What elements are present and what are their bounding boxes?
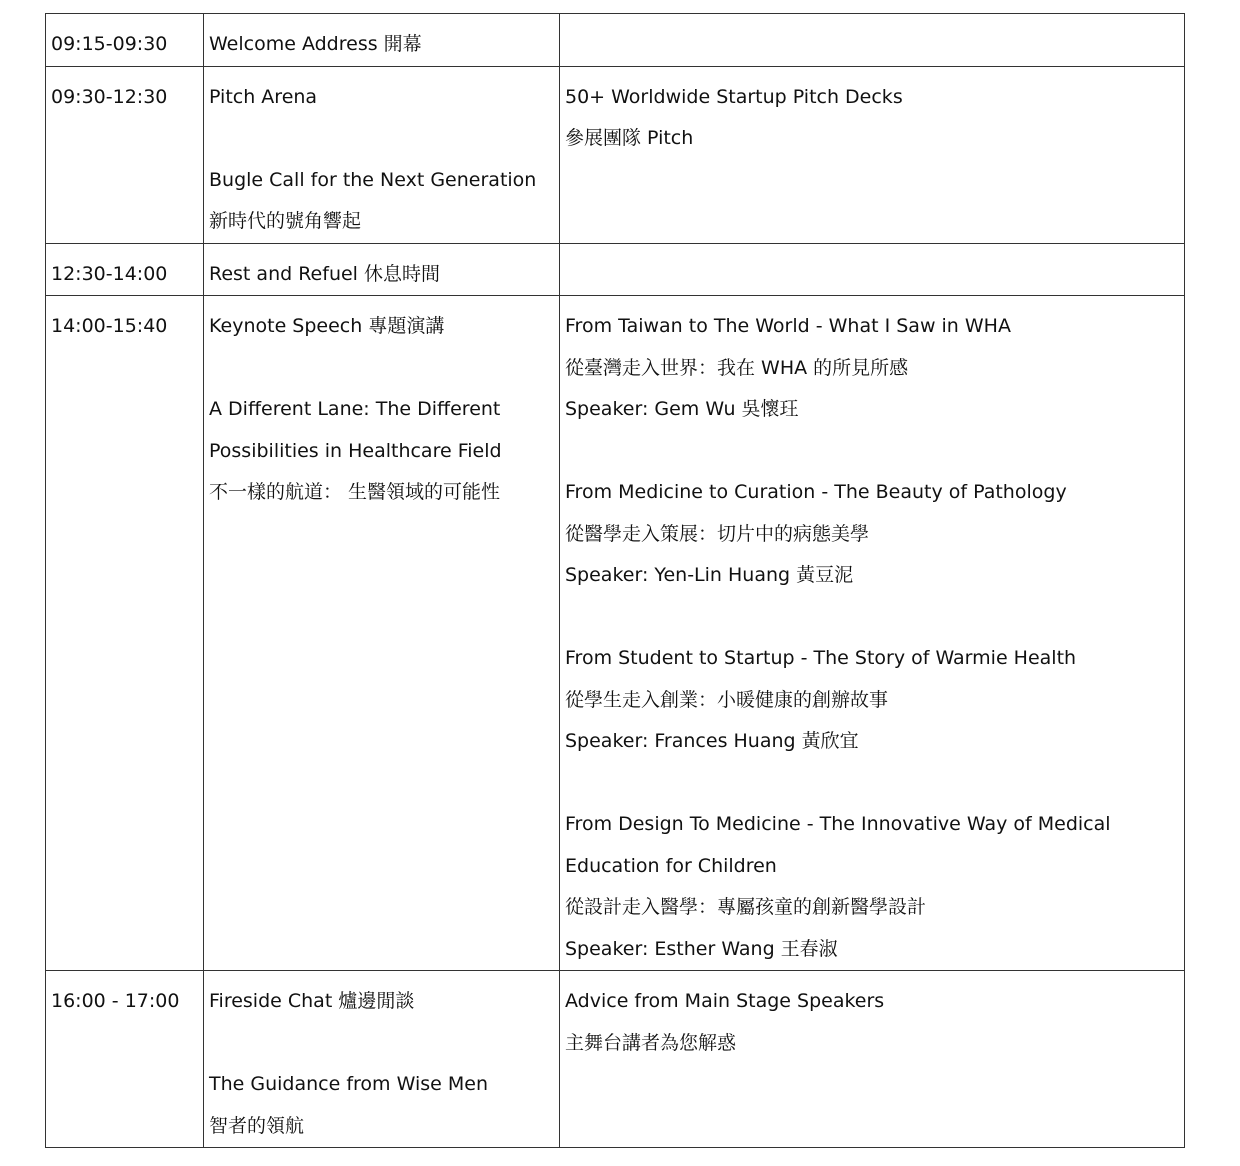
session-cell <box>204 14 560 67</box>
session-cell <box>204 66 560 243</box>
details-cell <box>560 243 1185 296</box>
time-cell: 12:30-14:00 <box>46 243 204 296</box>
cell-line: 從設計走入醫學：專屬孩童的創新醫學設計 <box>565 896 927 918</box>
cell-line: Education for Children <box>565 854 777 877</box>
cell-line: Speaker: Gem Wu 吳懷玨 <box>565 398 799 420</box>
cell-line: Keynote Speech 專題演講 <box>209 315 445 337</box>
cell-line: From Medicine to Curation - The Beauty of Pathology <box>565 481 1067 503</box>
table-row <box>46 243 1185 296</box>
cell-line: Welcome Address 開幕 <box>209 33 422 55</box>
cell-line: 智者的領航 <box>209 1114 305 1137</box>
cell-line: From Taiwan to The World - What I Saw in WHA <box>565 315 1011 337</box>
cell-line: Rest and Refuel 休息時間 <box>209 262 440 285</box>
cell-line: 參展團隊 Pitch <box>565 127 694 149</box>
cell-line: Speaker: Esther Wang 王春淑 <box>565 937 838 960</box>
details-cell <box>560 14 1185 67</box>
cell-line: Possibilities in Healthcare Field <box>209 439 502 462</box>
table-row <box>46 14 1185 67</box>
session-cell <box>204 296 560 971</box>
spacer <box>209 348 554 390</box>
session-cell <box>204 243 560 296</box>
spacer <box>209 118 554 160</box>
details-cell <box>560 66 1185 243</box>
details-cell <box>560 296 1185 971</box>
cell-line: 不一樣的航道： 生醫領域的可能性 <box>209 481 501 503</box>
cell-line: From Design To Medicine - The Innovative Way of Medical <box>565 813 1111 835</box>
spacer <box>565 763 1179 805</box>
spacer <box>565 597 1179 639</box>
session-cell <box>204 971 560 1148</box>
time-cell: 09:15-09:30 <box>46 14 204 67</box>
cell-line: 從醫學走入策展：切片中的病態美學 <box>565 522 870 545</box>
cell-line: Speaker: Frances Huang 黃欣宜 <box>565 730 859 752</box>
cell-line: Pitch Arena <box>209 85 318 108</box>
time-cell: 09:30-12:30 <box>46 66 204 243</box>
cell-line: 主舞台講者為您解惑 <box>565 1031 737 1054</box>
cell-line: A Different Lane: The Different <box>209 398 501 420</box>
cell-line: Fireside Chat 爐邊閒談 <box>209 990 415 1012</box>
cell-line: Advice from Main Stage Speakers <box>565 990 885 1012</box>
time-cell: 14:00-15:40 <box>46 296 204 971</box>
table-row <box>46 971 1185 1148</box>
cell-line: From Student to Startup - The Story of Warmie Health <box>565 647 1077 669</box>
details-cell <box>560 971 1185 1148</box>
schedule-table <box>45 13 1185 1148</box>
spacer <box>565 431 1179 473</box>
cell-line: 新時代的號角響起 <box>209 210 362 232</box>
cell-line: Speaker: Yen-Lin Huang 黃豆泥 <box>565 564 854 586</box>
table-row <box>46 296 1185 971</box>
cell-line: The Guidance from Wise Men <box>209 1073 488 1095</box>
cell-line: 從臺灣走入世界：我在 WHA 的所見所感 <box>565 356 909 379</box>
time-cell: 16:00 - 17:00 <box>46 971 204 1148</box>
cell-line: 從學生走入創業：小暖健康的創辦故事 <box>565 688 889 711</box>
table-row <box>46 66 1185 243</box>
spacer <box>209 1023 554 1065</box>
cell-line: 50+ Worldwide Startup Pitch Decks <box>565 85 903 108</box>
cell-line: Bugle Call for the Next Generation <box>209 168 537 191</box>
